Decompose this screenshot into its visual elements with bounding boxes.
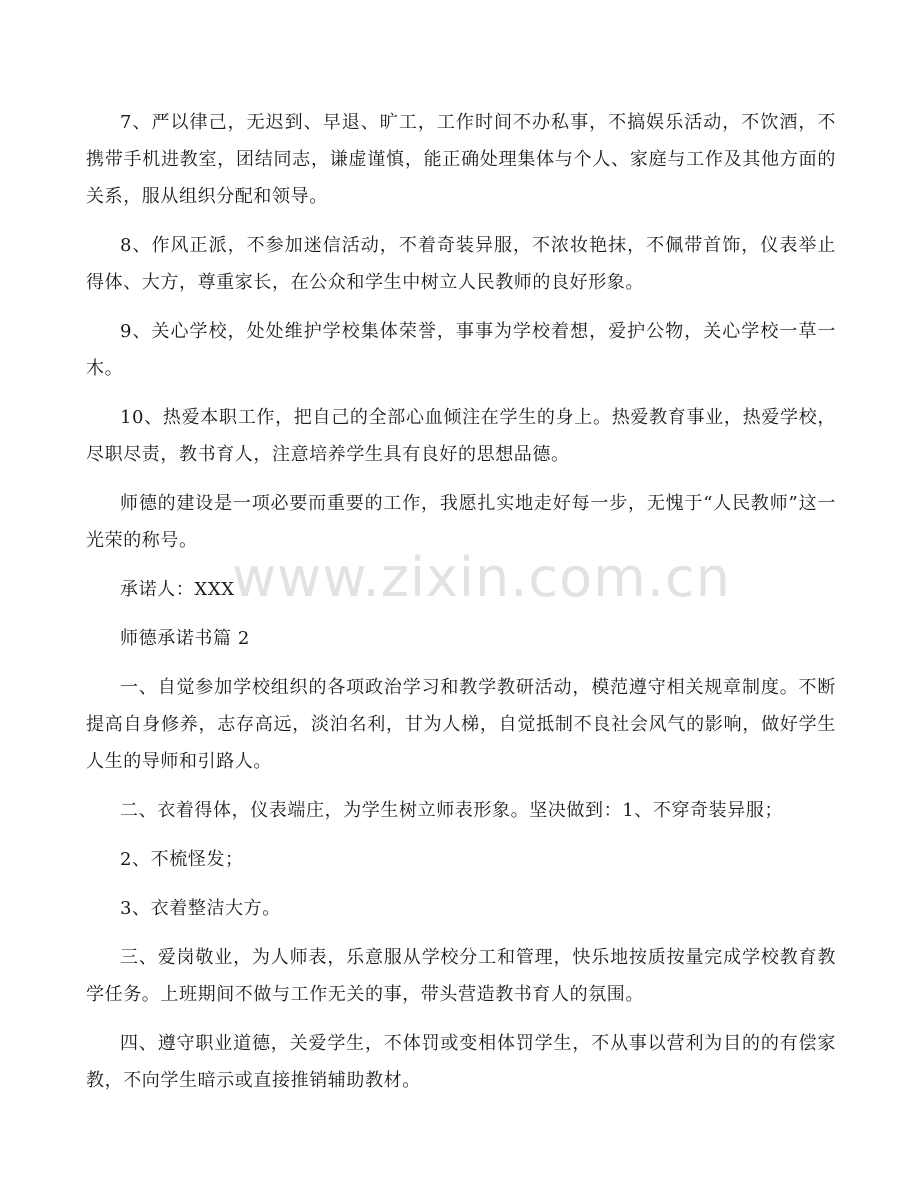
paragraph-closing: 师德的建设是一项必要而重要的工作，我愿扎实地走好每一步，无愧于“人民教师”这一光荣的称号。 [86, 493, 836, 551]
paragraph-item-two: 二、衣着得体，仪表端庄，为学生树立师表形象。坚决做到：1、不穿奇装异服； [120, 800, 784, 821]
paragraph-item-three: 三、爱岗敬业，为人师表，乐意服从学校分工和管理，快乐地按质按量完成学校教育教学任务。上班期间不做与工作无关的事，带头营造教书育人的氛围。 [86, 947, 836, 1005]
paragraph-item-7: 7、严以律己，无迟到、早退、旷工，工作时间不办私事，不搞娱乐活动，不饮酒，不携带手机进教室，团结同志，谦虚谨慎，能正确处理集体与个人、家庭与工作及其他方面的关系，服从组织分配和领导。 [86, 112, 836, 207]
paragraph-item-8: 8、作风正派，不参加迷信活动，不着奇装异服，不浓妆艳抹，不佩带首饰，仪表举止得体、大方，尊重家长，在公众和学生中树立人民教师的良好形象。 [86, 235, 836, 293]
paragraph-subitem-3: 3、衣着整洁大方。 [120, 898, 281, 919]
paragraph-item-one: 一、自觉参加学校组织的各项政治学习和教学教研活动，模范遵守相关规章制度。不断提高自身修养，志存高远，淡泊名利，甘为人梯，自觉抵制不良社会风气的影响，做好学生人生的导师和引路人。 [86, 677, 836, 772]
paragraph-item-9: 9、关心学校，处处维护学校集体荣誉，事事为学校着想，爱护公物，关心学校一草一木。 [86, 321, 836, 379]
paragraph-item-10: 10、热爱本职工作，把自己的全部心血倾注在学生的身上。热爱教育事业，热爱学校，尽职尽责，教书育人，注意培养学生具有良好的思想品德。 [86, 407, 836, 465]
signature-line: 承诺人：XXX [120, 579, 235, 600]
document-body [86, 104, 836, 1111]
paragraph-subitem-2: 2、不梳怪发； [120, 849, 244, 870]
watermark-text: www.zixin.com.cn [232, 546, 731, 609]
section-heading: 师德承诺书篇 2 [120, 628, 250, 649]
paragraph-item-four: 四、遵守职业道德，关爱学生，不体罚或变相体罚学生，不从事以营利为目的的有偿家教，不向学生暗示或直接推销辅助教材。 [86, 1033, 836, 1091]
